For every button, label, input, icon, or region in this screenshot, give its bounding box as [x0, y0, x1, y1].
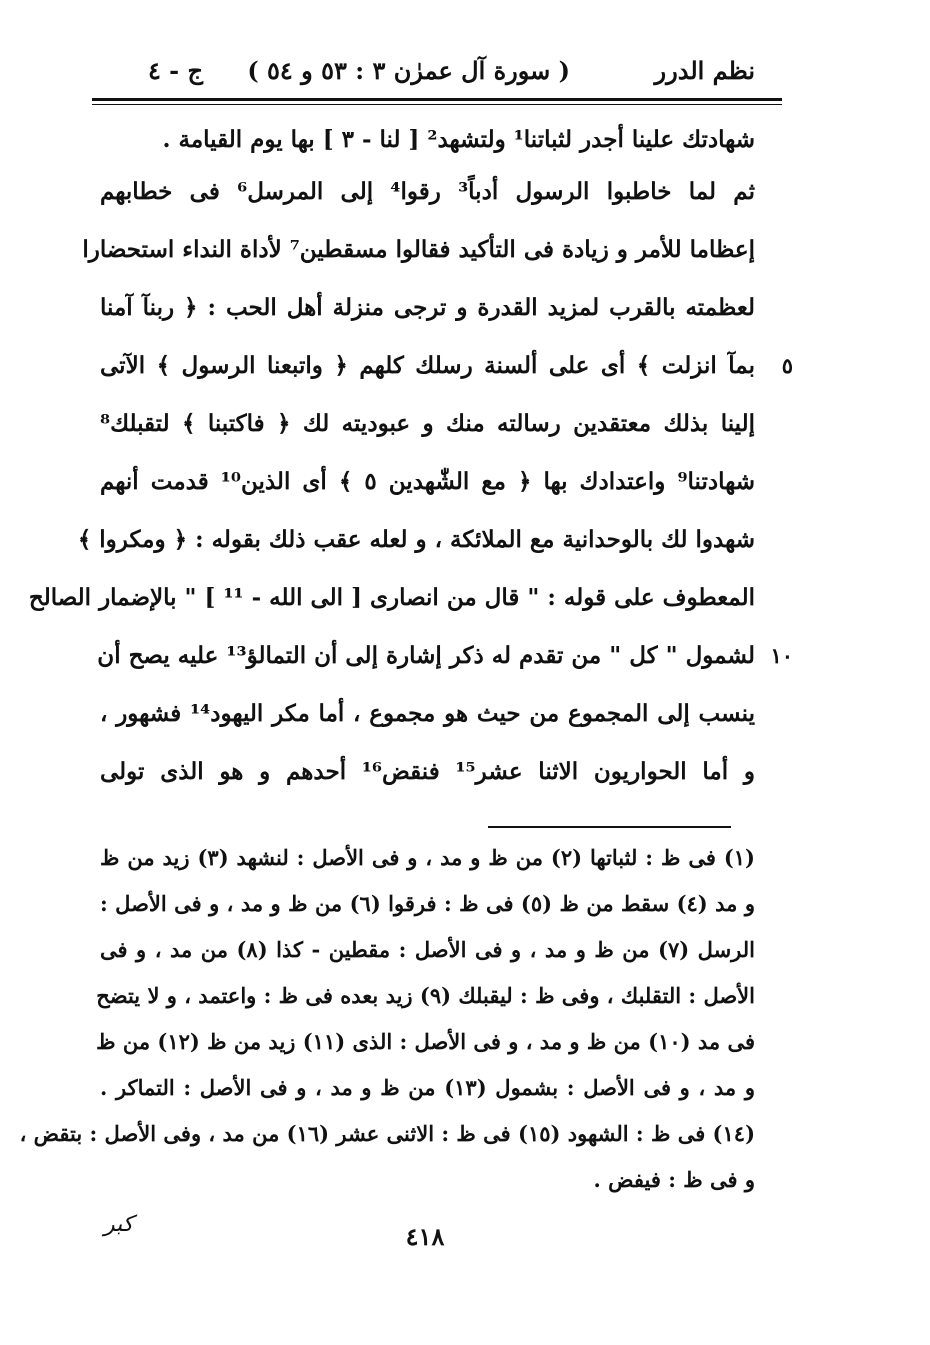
footnote-separator — [488, 826, 731, 828]
text-line — [100, 341, 793, 399]
line-text: ينسب إلى المجموع من حيث هو مجموع ، أما مكر اليهود¹⁴ فشهور ، — [100, 700, 755, 727]
line-text: بمآ انزلت ﴾ أى على ألسنة رسلك كلهم ﴿ واتبعنا الرسول ﴾ الآتى — [100, 352, 755, 379]
line-number: ٥ — [781, 353, 793, 378]
line-text: لشمول " كل " من تقدم له ذكر إشارة إلى أن التمالؤ¹³ عليه يصح أن — [97, 642, 755, 669]
line-number: ١٠ — [770, 643, 793, 668]
line-text: شهادتنا⁹ واعتدادك بها ﴿ مع الشّٰهدين ٥ ﴾ أى الذين¹⁰ قدمت أنهم — [100, 468, 756, 495]
footnote-line: و مد ، و فى الأصل : بشمول (١٣) من ظ و مد ، و فى الأصل : التماكر . — [100, 1075, 755, 1100]
volume-label: ج - ٤ — [147, 56, 203, 85]
main-text — [28, 115, 793, 805]
line-text: المعطوف على قوله : " قال من انصارى [ الى الله - ¹¹ ] " بالإضمار الصالح — [28, 584, 755, 611]
page-number: ٤١٨ — [405, 1222, 445, 1251]
footnote-line: (١) فى ظ : لثباتها (٢) من ظ و مد ، و فى الأصل : لنشهد (٣) زيد من ظ — [100, 845, 755, 870]
text-line — [100, 399, 755, 457]
text-line — [77, 515, 755, 573]
line-text: شهدوا لك بالوحدانية مع الملائكة ، و لعله عقب ذلك بقوله : ﴿ ومكروا ﴾ — [77, 526, 755, 553]
text-line — [100, 747, 755, 805]
footnote-line: الأصل : التقلبك ، وفى ظ : ليقبلك (٩) زيد بعده فى ظ : واعتمد ، و لا يتضح — [96, 983, 755, 1008]
book-title: نظم الدرر — [654, 56, 755, 85]
handwritten-note: كبر — [104, 1212, 134, 1237]
line-text: ثم لما خاطبوا الرسول أدباً³ رقوا⁴ إلى المرسل⁶ فى خطابهم — [100, 178, 755, 205]
footnotes — [19, 838, 755, 1206]
footnote-line: فى مد (١٠) من ظ و مد ، و فى الأصل : الذى (١١) زيد من ظ (١٢) من ظ — [96, 1029, 755, 1054]
line-text: شهادتك علينا أجدر لثباتنا¹ ولتشهد² [ لنا - ٣ ] بها يوم القيامة . — [162, 126, 755, 153]
footnote-line: و فى ظ : فيفض . — [593, 1167, 755, 1192]
line-text: و أما الحواريون الاثنا عشر¹⁵ فنقض¹⁶ أحدهم و هو الذى تولى — [100, 758, 755, 785]
text-line — [100, 283, 755, 341]
line-text: إلينا بذلك معتقدين رسالته منك و عبوديته لك ﴿ فاكتبنا ﴾ لتقبلك⁸ — [100, 410, 755, 437]
page-header — [100, 50, 755, 90]
footnote-line: و مد (٤) سقط من ظ (٥) فى ظ : فرقوا (٦) من ظ و مد ، و فى الأصل : — [100, 891, 755, 916]
text-line — [100, 457, 755, 515]
text-line — [28, 573, 755, 631]
header-rule-thick — [92, 98, 782, 101]
text-line — [100, 167, 755, 225]
surah-reference: ( سورة آل عمرٰن ٣ : ٥٣ و ٥٤ ) — [247, 56, 570, 85]
text-line — [82, 225, 755, 283]
text-line — [100, 689, 755, 747]
footnote-line: الرسل (٧) من ظ و مد ، و فى الأصل : مقطين - كذا (٨) من مد ، و فى — [100, 937, 755, 962]
text-line — [97, 631, 793, 689]
line-text: إعظاما للأمر و زيادة فى التأكيد فقالوا مسقطين⁷ لأداة النداء استحضارا — [82, 236, 755, 263]
line-text: لعظمته بالقرب لمزيد القدرة و ترجى منزلة أهل الحب : ﴿ ربنآ آمنا — [100, 294, 755, 321]
footnote-line: (١٤) فى ظ : الشهود (١٥) فى ظ : الاثنى عشر (١٦) من مد ، وفى الأصل : بتقض ، — [19, 1121, 755, 1146]
header-rule-thin — [92, 104, 782, 105]
text-line — [100, 115, 755, 167]
